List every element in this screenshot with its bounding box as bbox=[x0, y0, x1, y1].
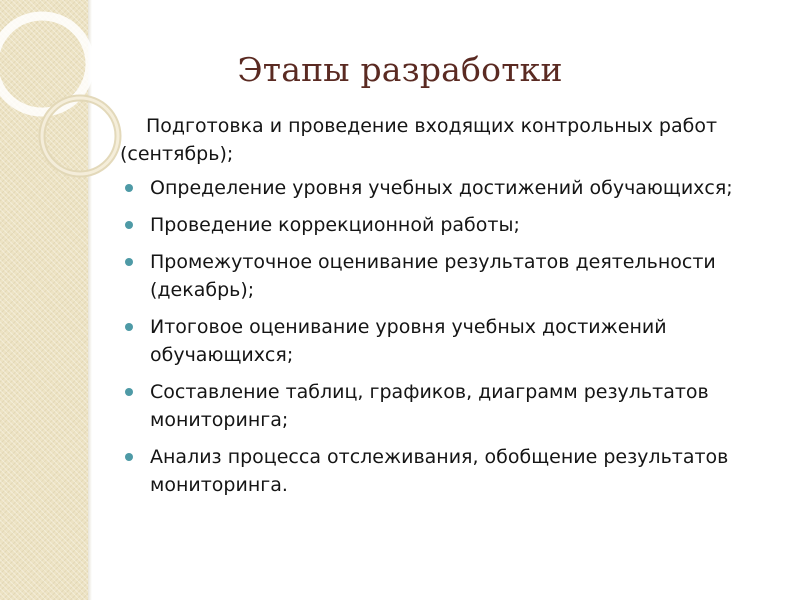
bullet-text: Определение уровня учебных достижений обучающихся; bbox=[150, 177, 733, 199]
bullet-item bbox=[120, 174, 780, 202]
decorative-rings-icon bbox=[0, 0, 140, 220]
bullet-text: Промежуточное оценивание результатов деятельности (декабрь); bbox=[150, 251, 716, 301]
bullet-dot-icon bbox=[125, 388, 133, 396]
bullet-text: Проведение коррекционной работы; bbox=[150, 214, 520, 236]
bullet-item bbox=[120, 443, 780, 499]
slide-title: Этапы разработки bbox=[237, 50, 563, 89]
bullet-item bbox=[120, 211, 780, 239]
bullet-dot-icon bbox=[125, 258, 133, 266]
bullet-dot-icon bbox=[125, 221, 133, 229]
bullet-text: Составление таблиц, графиков, диаграмм результатов мониторинга; bbox=[150, 381, 709, 431]
bullet-item bbox=[120, 313, 780, 369]
bullet-list bbox=[120, 174, 780, 499]
slide-content bbox=[120, 112, 780, 508]
bullet-text: Анализ процесса отслеживания, обобщение результатов мониторинга. bbox=[150, 446, 729, 496]
bullet-item bbox=[120, 378, 780, 434]
bullet-item bbox=[120, 248, 780, 304]
bullet-text: Итоговое оценивание уровня учебных достижений обучающихся; bbox=[150, 316, 667, 366]
bullet-dot-icon bbox=[125, 323, 133, 331]
intro-paragraph: Подготовка и проведение входящих контрольных работ (сентябрь); bbox=[120, 115, 718, 165]
bullet-dot-icon bbox=[125, 184, 133, 192]
bullet-dot-icon bbox=[125, 453, 133, 461]
decorative-ring-inner bbox=[42, 98, 118, 174]
